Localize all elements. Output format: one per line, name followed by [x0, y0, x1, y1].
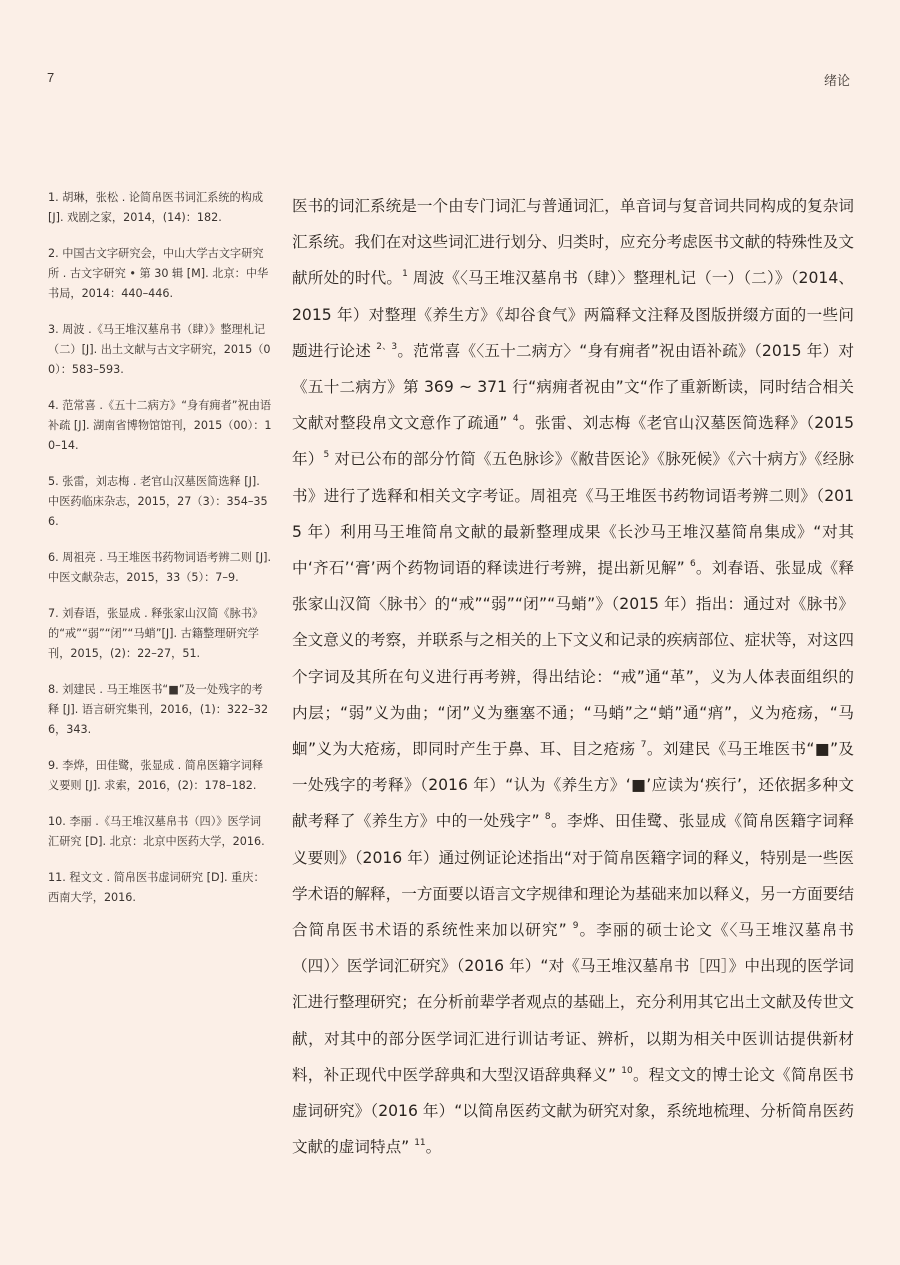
page-number: 7: [47, 70, 55, 85]
footnote-ref-9[interactable]: 9: [572, 921, 579, 932]
footnote-ref-6[interactable]: 6: [689, 559, 696, 570]
footnote-7: 7. 刘春语，张显成 . 释张家山汉简《脉书》的“戒”“弱”“闭”“马蛸”[J]. 古籍整理研究学刊，2015，(2)：22–27，51.: [48, 607, 264, 660]
footnote-8: 8. 刘建民 . 马王堆医书“■”及一处残字的考释 [J]. 语言研究集刊，2016，(1)：322–326，343.: [48, 683, 269, 736]
footnote-5: 5. 张雷，刘志梅 . 老官山汉墓医简选释 [J]. 中医药临床杂志，2015，27（3）：354–356.: [48, 475, 268, 528]
footnote-ref-1[interactable]: 1: [402, 269, 408, 280]
body-text-run: 。程文文的博士论文《简帛医书虚词研究》（2016 年）“以简帛医药文献为研究对象，系统地梳理、分析简帛医药文献的虚词特点”: [292, 1065, 854, 1157]
body-text-run: 。范常喜《〈五十二病方〉“身有痈者”祝由语补疏》（2015 年）对《五十二病方》第 369 ~ 371 行“病痈者祝由”文“作了重新断读，同时结合相关文献对整段帛文文意作了疏通”: [292, 341, 854, 433]
body-paragraph: [292, 188, 854, 1165]
footnote-ref-8[interactable]: 8: [544, 812, 551, 823]
body-text-run: 。李丽的硕士论文《〈马王堆汉墓帛书（四）〉医学词汇研究》（2016 年）“对《马王堆汉墓帛书［四］》中出现的医学词汇进行整理研究；在分析前辈学者观点的基础上，充分利用其它出土文献及传世文献，对其中的部分医学词汇进行训诂考证、辨析，以期为相关中医训诂提供新材料，补正现代中医学辞典和大型汉语辞典释义”: [292, 921, 854, 1084]
footnotes-column: [48, 188, 272, 924]
body-text-run: 。张雷、刘志梅《老官山汉墓医简选释》（2015 年）: [292, 414, 854, 469]
footnote-ref-5[interactable]: 5: [323, 450, 330, 461]
running-head-section-title: 绪论: [823, 74, 850, 89]
footnote-10: 10. 李丽 .《马王堆汉墓帛书（四）》医学词汇研究 [D]. 北京：北京中医药大学，2016.: [48, 815, 265, 848]
footnote-2: 2. 中国古文字研究会，中山大学古文字研究所 . 古文字研究 • 第 30 辑 [M]. 北京：中华书局，2014：440–446.: [48, 247, 269, 300]
footnote-4: 4. 范常喜 .《五十二病方》“身有痈者”祝由语补疏 [J]. 湖南省博物馆馆刊，2015（00）：10–14.: [48, 399, 272, 452]
footnote-1: 1. 胡琳，张松 . 论简帛医书词汇系统的构成 [J]. 戏剧之家，2014，(14)：182.: [48, 191, 264, 224]
footnote-3: 3. 周波 .《马王堆汉墓帛书（肆）》整理札记（二）[J]. 出土文献与古文字研究，2015（00）：583–593.: [48, 323, 271, 376]
footnote-6: 6. 周祖亮 . 马王堆医书药物词语考辨二则 [J]. 中医文献杂志，2015，33（5）：7–9.: [48, 551, 272, 584]
footnote-11: 11. 程文文 . 简帛医书虚词研究 [D]. 重庆：西南大学，2016.: [48, 871, 265, 904]
body-text-run: 。刘春语、张显成《释张家山汉简〈脉书〉的“戒”“弱”“闭”“马蛸”》（2015 年）指出：通过对《脉书》全文意义的考察，并联系与之相关的上下文义和记录的疾病部位、症状等，对这四个字词及其所在句义进行再考辨，得出结论：“戒”通“革”，义为人体表面组织的内层；“弱”义为曲；“闭”义为壅塞不通；“马蛸”之“蛸”通“痟”，义为疮疡，“马蛔”义为大疮疡，即同时产生于鼻、耳、目之疮疡: [292, 559, 854, 759]
footnote-ref-2-3[interactable]: 2、3: [376, 341, 398, 352]
body-text-run: 医书的词汇系统是一个由专门词汇与普通词汇，单音词与复音词共同构成的复杂词汇系统。我们在对这些词汇进行划分、归类时，应充分考虑医书文献的特殊性及文献所处的时代。: [292, 197, 854, 288]
footnote-ref-7[interactable]: 7: [640, 740, 647, 751]
footnote-ref-11[interactable]: 11: [414, 1138, 426, 1149]
body-text-run: 周波《〈马王堆汉墓帛书（肆）〉整理札记（一）（二）》（2014、2015 年）对整理《养生方》《却谷食气》两篇释文注释及图版拼缀方面的一些问题进行论述: [292, 269, 854, 360]
footnote-ref-4[interactable]: 4: [512, 414, 519, 425]
body-text-run: 。刘建民《马王堆医书“■”及一处残字的考释》（2016 年）“认为《养生方》‘■’应读为‘疾行’，还依据多种文献考释了《养生方》中的一处残字”: [292, 740, 854, 831]
body-text-run: 对已公布的部分竹简《五色脉诊》《敝昔医论》《脉死候》《六十病方》《经脉书》进行了选释和相关文字考证。周祖亮《马王堆医书药物词语考辨二则》（2015 年）利用马王堆简帛文献的最新整理成果《长沙马王堆汉墓简帛集成》“对其中‘齐石’‘膏’两个药物词语的释读进行考辨，提出新见解”: [292, 450, 854, 578]
footnote-9: 9. 李烨，田佳鹭，张显成 . 简帛医籍字词释义要则 [J]. 求索，2016，(2)：178–182.: [48, 759, 264, 792]
footnote-ref-10[interactable]: 10: [621, 1065, 633, 1076]
body-text-run: 。李烨、田佳鹭、张显成《简帛医籍字词释义要则》（2016 年）通过例证论述指出“对于简帛医籍字词的释义，特别是一些医学术语的解释，一方面要以语言文字规律和理论为基础来加以释义，另一方面要结合简帛医书术语的系统性来加以研究”: [292, 812, 854, 940]
body-text-run: 。: [425, 1138, 442, 1157]
